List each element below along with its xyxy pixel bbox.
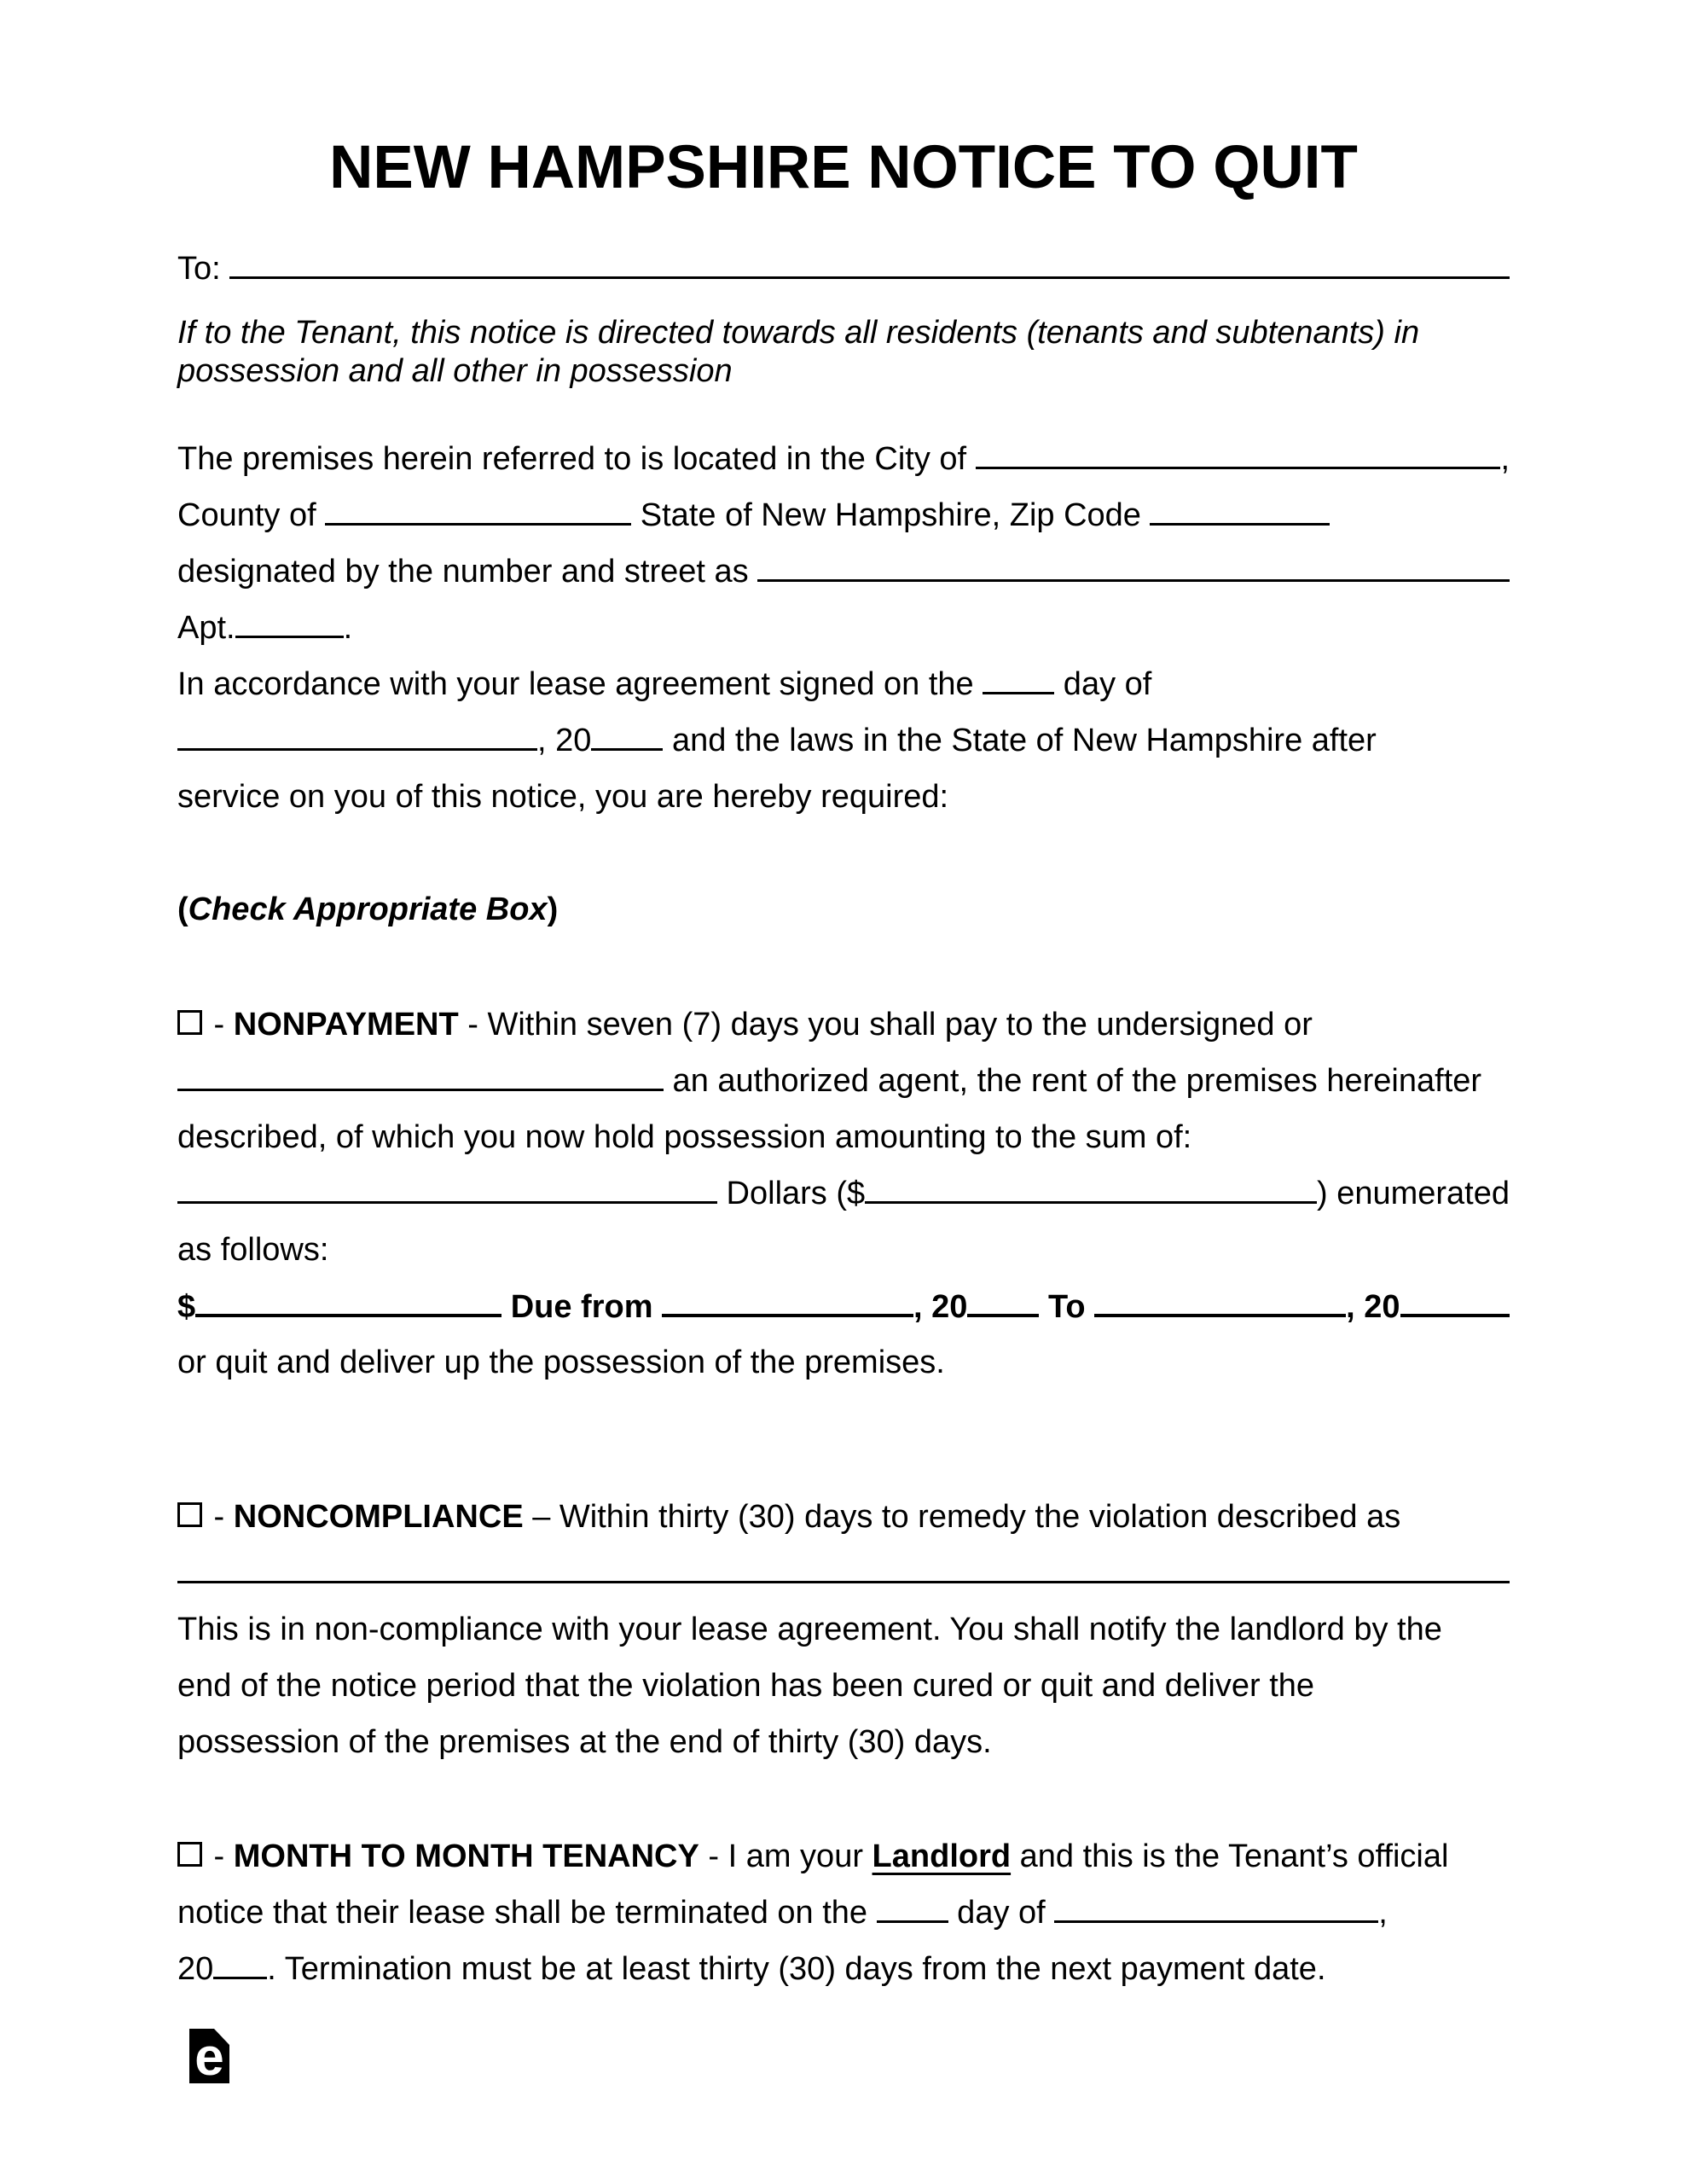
premises-text: State of New Hampshire, Zip Code (631, 497, 1151, 533)
lease-year-blank-field[interactable] (591, 712, 663, 751)
tenant-notice-section (177, 314, 1510, 391)
accordance-section (177, 656, 1510, 825)
nonpayment-line-5 (177, 1222, 1510, 1278)
month-to-month-line-1 (177, 1828, 1510, 1885)
accordance-text: In accordance with your lease agreement signed on the (177, 666, 983, 702)
nonpayment-line-7 (177, 1334, 1510, 1391)
nonpayment-text: , 20 (1346, 1289, 1400, 1325)
authorized-agent-blank-field[interactable] (177, 1053, 664, 1091)
street-address-blank-field[interactable] (757, 543, 1510, 582)
noncompliance-text: NONCOMPLIANCE (233, 1499, 524, 1535)
nonpayment-line-6 (177, 1278, 1510, 1334)
nonpayment-text: or quit and deliver up the possession of the premises. (177, 1345, 945, 1380)
noncompliance-line-5 (177, 1714, 1510, 1770)
month-to-month-section (177, 1828, 1510, 1997)
accordance-text: and the laws in the State of New Hampshire after (663, 723, 1377, 758)
to-recipient-blank-field[interactable] (229, 241, 1510, 279)
zip-code-blank-field[interactable] (1150, 487, 1330, 526)
premises-text: County of (177, 497, 326, 533)
noncompliance-section (177, 1489, 1510, 1770)
tenant-notice-text: possession and all other in possession (177, 353, 733, 389)
premises-text: . (343, 610, 353, 646)
accordance-text: , 20 (537, 723, 592, 758)
accordance-line-2 (177, 712, 1510, 769)
month-to-month-text: notice that their lease shall be terminated on the (177, 1895, 877, 1931)
termination-day-blank-field[interactable] (877, 1885, 948, 1923)
month-to-month-text: . Termination must be at least thirty (30) days from the next payment date. (267, 1951, 1326, 1987)
month-to-month-text: day of (948, 1895, 1055, 1931)
nonpayment-text: - (205, 1007, 234, 1043)
amount-words-blank-field[interactable] (177, 1165, 717, 1204)
month-to-month-line-3 (177, 1941, 1510, 1997)
nonpayment-section (177, 996, 1510, 1391)
premises-text: The premises herein referred to is located in the City of (177, 441, 976, 477)
nonpayment-text: an authorized agent, the rent of the premises hereinafter (664, 1063, 1482, 1099)
noncompliance-text: This is in non-compliance with your lease agreement. You shall notify the landlord by the (177, 1612, 1442, 1647)
noncompliance-line-3 (177, 1601, 1510, 1658)
month-to-month-text: , (1378, 1895, 1388, 1931)
noncompliance-line-4 (177, 1658, 1510, 1714)
month-to-month-text: - I am your (699, 1838, 872, 1874)
premises-text: Apt. (177, 610, 235, 646)
premises-line-3 (177, 543, 1510, 600)
noncompliance-text: possession of the premises at the end of thirty (30) days. (177, 1724, 992, 1760)
nonpayment-line-1 (177, 996, 1510, 1053)
to-text: To: (177, 251, 230, 287)
nonpayment-text: Dollars ($ (717, 1176, 866, 1211)
city-blank-field[interactable] (976, 431, 1501, 469)
nonpayment-text: as follows: (177, 1232, 329, 1268)
termination-month-blank-field[interactable] (1054, 1885, 1378, 1923)
nonpayment-text: Due from (501, 1289, 663, 1325)
premises-line-1 (177, 431, 1510, 487)
month-to-month-text: and this is the Tenant’s official (1011, 1838, 1449, 1874)
nonpayment-text: described, of which you now hold possession amounting to the sum of: (177, 1119, 1192, 1155)
nonpayment-checkbox-icon[interactable] (177, 1010, 202, 1035)
noncompliance-line-1 (177, 1489, 1510, 1545)
accordance-text: day of (1054, 666, 1152, 702)
nonpayment-text: - Within seven (7) days you shall pay to the undersigned or (458, 1007, 1313, 1043)
check-instruction-section (177, 881, 1510, 938)
nonpayment-line-4 (177, 1165, 1510, 1222)
nonpayment-text: NONPAYMENT (233, 1007, 459, 1043)
nonpayment-line-2 (177, 1053, 1510, 1109)
due-from-month-blank-field[interactable] (662, 1278, 913, 1317)
tenant-notice-text: If to the Tenant, this notice is directed towards all residents (tenants and subtenants) in (177, 315, 1420, 351)
noncompliance-text: – Within thirty (30) days to remedy the violation described as (523, 1499, 1401, 1535)
due-amount-blank-field[interactable] (195, 1278, 501, 1317)
apt-number-blank-field[interactable] (235, 600, 344, 638)
eforms-logo (189, 2028, 1510, 2087)
check-instruction-text: Check Appropriate Box (188, 892, 548, 927)
accordance-line-1 (177, 656, 1510, 712)
nonpayment-text: ) enumerated (1316, 1176, 1510, 1211)
month-to-month-text: MONTH TO MONTH TENANCY (233, 1838, 699, 1874)
month-to-month-text: 20 (177, 1951, 214, 1987)
eforms-logo-icon (189, 2028, 229, 2087)
noncompliance-line-2 (177, 1545, 1510, 1601)
tenant-notice-line-1 (177, 314, 1510, 352)
nonpayment-text: , 20 (913, 1289, 968, 1325)
check-instruction-text: ) (547, 892, 559, 927)
noncompliance-text: end of the notice period that the violation has been cured or quit and deliver the (177, 1668, 1315, 1704)
violation-description-blank-field[interactable] (177, 1545, 1510, 1583)
month-to-month-text: - (205, 1838, 234, 1874)
nonpayment-text: $ (177, 1289, 196, 1325)
title-line-1 (177, 136, 1510, 200)
county-blank-field[interactable] (325, 487, 631, 526)
due-to-year-blank-field[interactable] (1400, 1278, 1510, 1317)
termination-year-blank-field[interactable] (213, 1941, 267, 1979)
logo-letter: e (194, 2028, 224, 2087)
premises-line-4 (177, 600, 1510, 656)
premises-section (177, 431, 1510, 656)
premises-line-2 (177, 487, 1510, 543)
month-to-month-checkbox-icon[interactable] (177, 1842, 202, 1867)
nonpayment-line-3 (177, 1109, 1510, 1165)
premises-text: designated by the number and street as (177, 554, 758, 590)
lease-month-blank-field[interactable] (177, 712, 537, 751)
title-section (177, 136, 1510, 200)
amount-numeric-blank-field[interactable] (865, 1165, 1317, 1204)
accordance-line-3 (177, 769, 1510, 825)
due-to-month-blank-field[interactable] (1094, 1278, 1346, 1317)
lease-day-blank-field[interactable] (983, 656, 1054, 694)
title-text: NEW HAMPSHIRE NOTICE TO QUIT (329, 134, 1358, 201)
accordance-text: service on you of this notice, you are hereby required: (177, 779, 949, 815)
nonpayment-text: To (1039, 1289, 1095, 1325)
check-instruction-line-1 (177, 881, 1510, 938)
to-line-1 (177, 241, 1510, 297)
tenant-notice-line-2 (177, 352, 1510, 391)
noncompliance-checkbox-icon[interactable] (177, 1502, 202, 1527)
to-section (177, 241, 1510, 297)
noncompliance-text: - (205, 1499, 234, 1535)
month-to-month-text: Landlord (872, 1838, 1012, 1874)
month-to-month-line-2 (177, 1885, 1510, 1941)
check-instruction-text: ( (177, 892, 188, 927)
due-from-year-blank-field[interactable] (967, 1278, 1039, 1317)
premises-text: , (1500, 441, 1510, 477)
